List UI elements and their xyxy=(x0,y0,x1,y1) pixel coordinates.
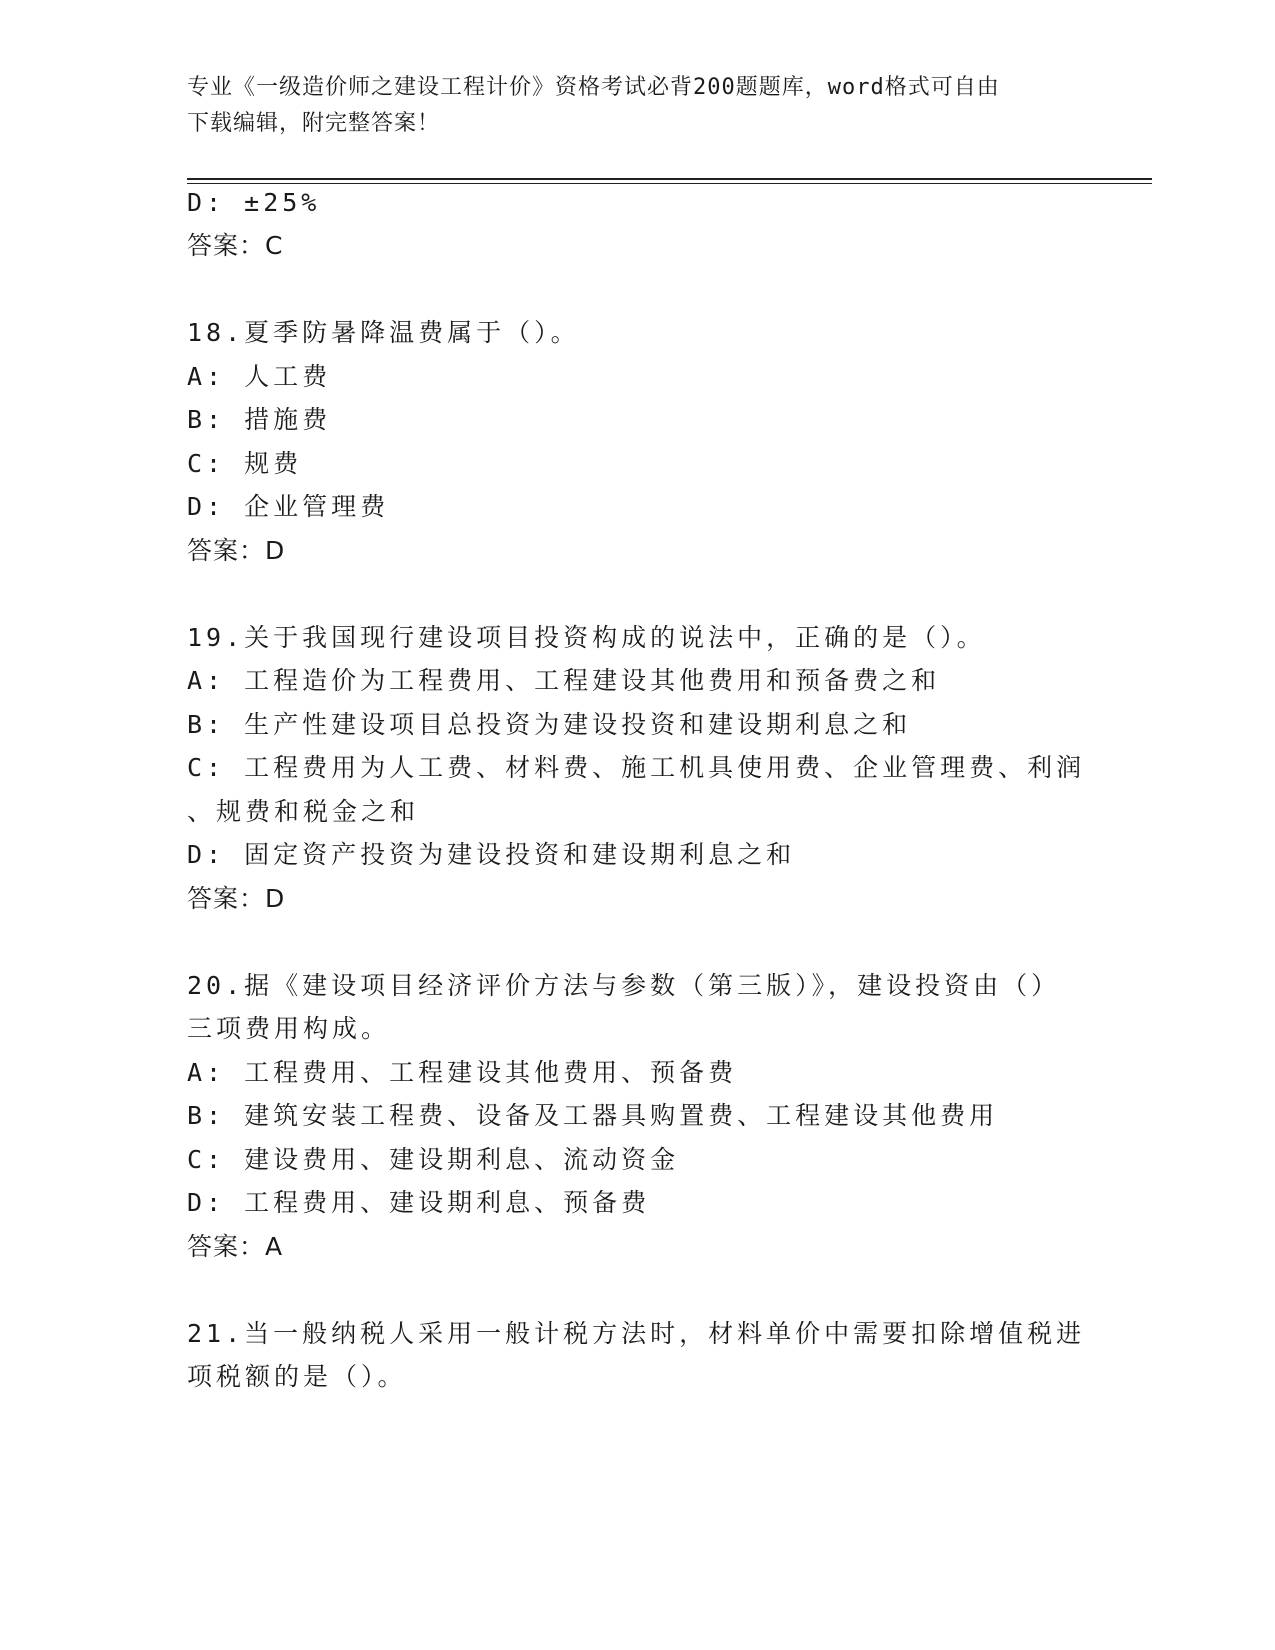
prev-option-d: D: ±25% xyxy=(187,188,321,217)
header-line-1: 专业《一级造价师之建设工程计价》资格考试必背200题题库，word格式可自由 xyxy=(187,75,1000,100)
q20-option-c: C: 建设费用、建设期利息、流动资金 xyxy=(187,1145,680,1174)
header-line-2: 下载编辑，附完整答案！ xyxy=(187,111,441,136)
document-header xyxy=(187,70,1087,142)
header-rule-thick xyxy=(187,178,1152,180)
q19-option-b: B: 生产性建设项目总投资为建设投资和建设期利息之和 xyxy=(187,710,912,739)
q18-option-a: A: 人工费 xyxy=(187,362,332,391)
q19-option-a: A: 工程造价为工程费用、工程建设其他费用和预备费之和 xyxy=(187,666,941,695)
q18-answer: 答案：D xyxy=(187,536,286,565)
q20-stem-line2: 三项费用构成。 xyxy=(187,1014,391,1043)
q20-answer: 答案：A xyxy=(187,1232,284,1261)
q20-stem-line1: 20.据《建设项目经济评价方法与参数（第三版）》，建设投资由（） xyxy=(187,971,1061,1000)
q18-option-d: D: 企业管理费 xyxy=(187,492,390,521)
header-rule-thin xyxy=(187,183,1152,184)
q18-stem: 18.夏季防暑降温费属于（）。 xyxy=(187,318,580,347)
q18-option-c: C: 规费 xyxy=(187,449,303,478)
q19-stem: 19.关于我国现行建设项目投资构成的说法中，正确的是（）。 xyxy=(187,623,986,652)
q21-stem-line1: 21.当一般纳税人采用一般计税方法时，材料单价中需要扣除增值税进 xyxy=(187,1319,1086,1348)
q20-option-d: D: 工程费用、建设期利息、预备费 xyxy=(187,1188,651,1217)
q21-stem-line2: 项税额的是（）。 xyxy=(187,1362,407,1391)
prev-answer: 答案：C xyxy=(187,231,284,260)
q19-option-c-line2: 、规费和税金之和 xyxy=(187,797,420,826)
q19-answer: 答案：D xyxy=(187,884,286,913)
q20-option-a: A: 工程费用、工程建设其他费用、预备费 xyxy=(187,1058,738,1087)
q20-option-b: B: 建筑安装工程费、设备及工器具购置费、工程建设其他费用 xyxy=(187,1101,999,1130)
q18-option-b: B: 措施费 xyxy=(187,405,332,434)
q19-option-c-line1: C: 工程费用为人工费、材料费、施工机具使用费、企业管理费、利润 xyxy=(187,753,1086,782)
q19-option-d: D: 固定资产投资为建设投资和建设期利息之和 xyxy=(187,840,796,869)
